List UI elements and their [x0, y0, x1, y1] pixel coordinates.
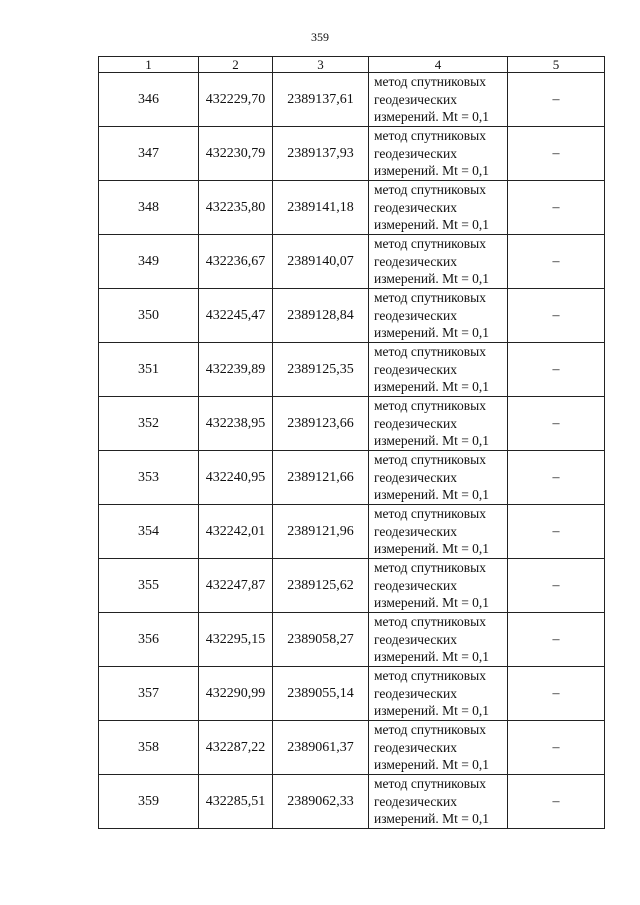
note-cell: –	[508, 613, 605, 667]
method-text-line: метод спутниковых	[374, 74, 486, 90]
note-cell: –	[508, 775, 605, 829]
x-coordinate-cell: 432245,47	[199, 289, 273, 343]
method-text-line: измерений. Mt = 0,1	[374, 325, 490, 341]
y-coordinate-cell: 2389137,61	[273, 73, 369, 127]
table-row	[99, 721, 605, 775]
point-number-cell: 346	[99, 73, 199, 127]
method-text-line: метод спутниковых	[374, 182, 486, 198]
coordinates-table	[98, 56, 605, 829]
method-text-line: измерений. Mt = 0,1	[374, 811, 490, 827]
method-text-line: метод спутниковых	[374, 398, 486, 414]
table-row	[99, 343, 605, 397]
method-text-line: геодезических	[374, 253, 457, 269]
note-cell: –	[508, 73, 605, 127]
x-coordinate-cell: 432287,22	[199, 721, 273, 775]
table-row	[99, 181, 605, 235]
table-body	[99, 73, 605, 829]
note-cell: –	[508, 667, 605, 721]
method-cell	[369, 505, 508, 559]
x-coordinate-cell: 432235,80	[199, 181, 273, 235]
method-text-line: измерений. Mt = 0,1	[374, 271, 490, 287]
x-coordinate-cell: 432247,87	[199, 559, 273, 613]
method-text-line: метод спутниковых	[374, 452, 486, 468]
table-row	[99, 289, 605, 343]
y-coordinate-cell: 2389128,84	[273, 289, 369, 343]
method-text-line: метод спутниковых	[374, 236, 486, 252]
table-row	[99, 613, 605, 667]
note-cell: –	[508, 451, 605, 505]
method-text-line: геодезических	[374, 415, 457, 431]
method-text-line: метод спутниковых	[374, 560, 486, 576]
x-coordinate-cell: 432242,01	[199, 505, 273, 559]
method-cell	[369, 397, 508, 451]
note-cell: –	[508, 181, 605, 235]
method-text-line: метод спутниковых	[374, 506, 486, 522]
table-row	[99, 127, 605, 181]
method-cell	[369, 343, 508, 397]
method-text-line: геодезических	[374, 361, 457, 377]
y-coordinate-cell: 2389123,66	[273, 397, 369, 451]
y-coordinate-cell: 2389121,66	[273, 451, 369, 505]
method-text-line: метод спутниковых	[374, 722, 486, 738]
method-cell	[369, 667, 508, 721]
method-text-line: геодезических	[374, 307, 457, 323]
table-row	[99, 667, 605, 721]
header-row	[99, 57, 605, 73]
note-cell: –	[508, 505, 605, 559]
method-text-line: геодезических	[374, 631, 457, 647]
method-text-line: метод спутниковых	[374, 128, 486, 144]
point-number-cell: 350	[99, 289, 199, 343]
method-text-line: геодезических	[374, 469, 457, 485]
point-number-cell: 359	[99, 775, 199, 829]
method-cell	[369, 127, 508, 181]
y-coordinate-cell: 2389140,07	[273, 235, 369, 289]
method-text-line: измерений. Mt = 0,1	[374, 109, 490, 125]
point-number-cell: 351	[99, 343, 199, 397]
x-coordinate-cell: 432240,95	[199, 451, 273, 505]
table-row	[99, 559, 605, 613]
table-row	[99, 505, 605, 559]
header-cell-col3: 3	[273, 57, 369, 73]
note-cell: –	[508, 289, 605, 343]
method-text-line: измерений. Mt = 0,1	[374, 757, 490, 773]
point-number-cell: 348	[99, 181, 199, 235]
method-text-line: метод спутниковых	[374, 290, 486, 306]
header-cell-col1: 1	[99, 57, 199, 73]
note-cell: –	[508, 343, 605, 397]
x-coordinate-cell: 432230,79	[199, 127, 273, 181]
method-text-line: геодезических	[374, 739, 457, 755]
method-text-line: измерений. Mt = 0,1	[374, 649, 490, 665]
x-coordinate-cell: 432229,70	[199, 73, 273, 127]
x-coordinate-cell: 432295,15	[199, 613, 273, 667]
header-cell-col5: 5	[508, 57, 605, 73]
x-coordinate-cell: 432239,89	[199, 343, 273, 397]
method-cell	[369, 181, 508, 235]
point-number-cell: 349	[99, 235, 199, 289]
method-text-line: измерений. Mt = 0,1	[374, 703, 490, 719]
method-text-line: измерений. Mt = 0,1	[374, 163, 490, 179]
y-coordinate-cell: 2389121,96	[273, 505, 369, 559]
y-coordinate-cell: 2389125,62	[273, 559, 369, 613]
method-text-line: измерений. Mt = 0,1	[374, 595, 490, 611]
header-cell-col2: 2	[199, 57, 273, 73]
note-cell: –	[508, 235, 605, 289]
table-row	[99, 235, 605, 289]
x-coordinate-cell: 432285,51	[199, 775, 273, 829]
method-cell	[369, 775, 508, 829]
table-row	[99, 397, 605, 451]
point-number-cell: 355	[99, 559, 199, 613]
method-cell	[369, 559, 508, 613]
method-text-line: геодезических	[374, 145, 457, 161]
method-cell	[369, 451, 508, 505]
note-cell: –	[508, 397, 605, 451]
method-text-line: метод спутниковых	[374, 668, 486, 684]
method-text-line: измерений. Mt = 0,1	[374, 379, 490, 395]
method-cell	[369, 289, 508, 343]
point-number-cell: 347	[99, 127, 199, 181]
table-row	[99, 775, 605, 829]
x-coordinate-cell: 432290,99	[199, 667, 273, 721]
method-text-line: геодезических	[374, 577, 457, 593]
y-coordinate-cell: 2389062,33	[273, 775, 369, 829]
point-number-cell: 352	[99, 397, 199, 451]
page-number: 359	[311, 30, 329, 44]
method-text-line: геодезических	[374, 91, 457, 107]
note-cell: –	[508, 559, 605, 613]
method-text-line: метод спутниковых	[374, 344, 486, 360]
method-cell	[369, 235, 508, 289]
method-text-line: геодезических	[374, 793, 457, 809]
method-text-line: метод спутниковых	[374, 614, 486, 630]
method-text-line: геодезических	[374, 199, 457, 215]
y-coordinate-cell: 2389055,14	[273, 667, 369, 721]
y-coordinate-cell: 2389058,27	[273, 613, 369, 667]
note-cell: –	[508, 127, 605, 181]
method-cell	[369, 73, 508, 127]
method-text-line: измерений. Mt = 0,1	[374, 541, 490, 557]
method-text-line: измерений. Mt = 0,1	[374, 433, 490, 449]
method-cell	[369, 721, 508, 775]
x-coordinate-cell: 432238,95	[199, 397, 273, 451]
method-text-line: измерений. Mt = 0,1	[374, 217, 490, 233]
y-coordinate-cell: 2389061,37	[273, 721, 369, 775]
x-coordinate-cell: 432236,67	[199, 235, 273, 289]
point-number-cell: 357	[99, 667, 199, 721]
y-coordinate-cell: 2389141,18	[273, 181, 369, 235]
method-text-line: измерений. Mt = 0,1	[374, 487, 490, 503]
y-coordinate-cell: 2389125,35	[273, 343, 369, 397]
point-number-cell: 356	[99, 613, 199, 667]
table-header	[99, 57, 605, 73]
method-text-line: метод спутниковых	[374, 776, 486, 792]
point-number-cell: 354	[99, 505, 199, 559]
method-text-line: геодезических	[374, 523, 457, 539]
method-cell	[369, 613, 508, 667]
point-number-cell: 353	[99, 451, 199, 505]
table-row	[99, 451, 605, 505]
point-number-cell: 358	[99, 721, 199, 775]
header-cell-col4: 4	[369, 57, 508, 73]
method-text-line: геодезических	[374, 685, 457, 701]
y-coordinate-cell: 2389137,93	[273, 127, 369, 181]
table-row	[99, 73, 605, 127]
note-cell: –	[508, 721, 605, 775]
